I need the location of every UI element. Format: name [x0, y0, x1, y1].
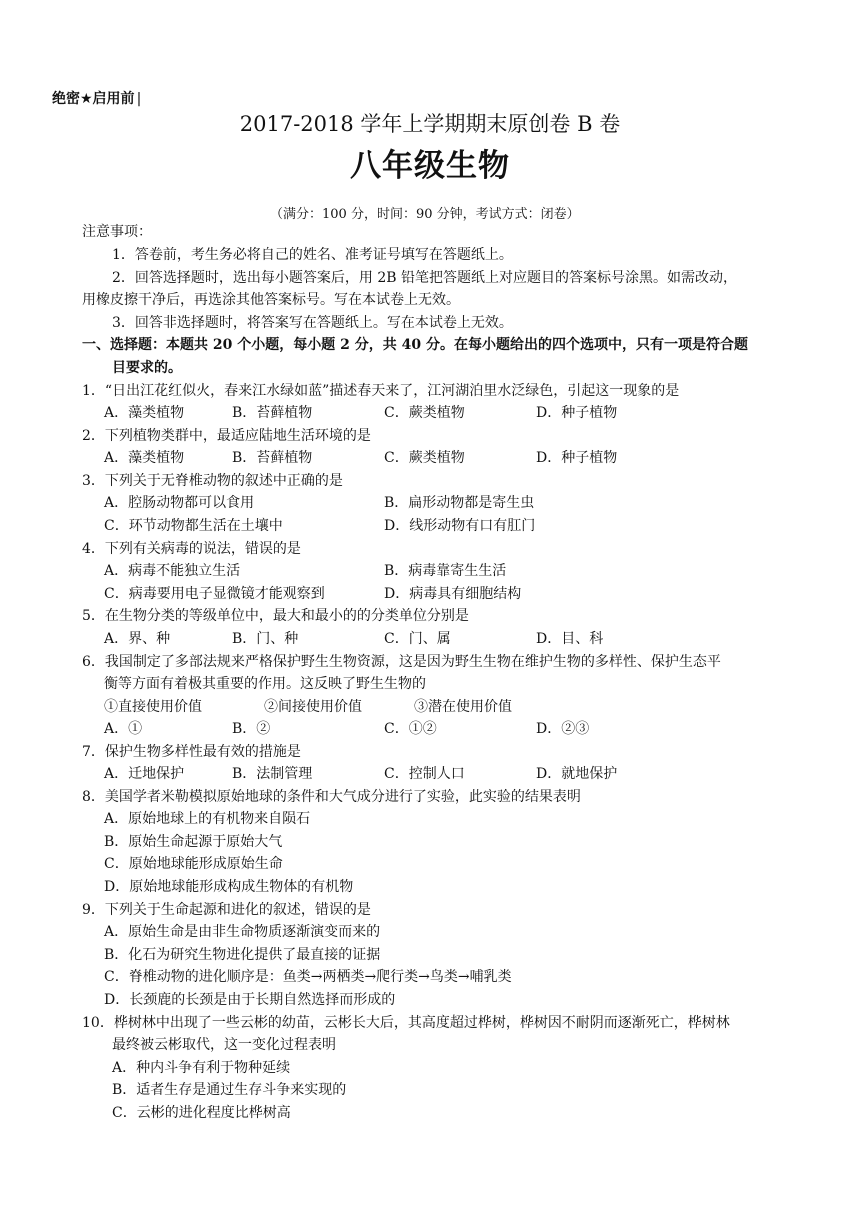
- question-stem: 2．下列植物类群中，最适应陆地生活环境的是: [82, 428, 371, 444]
- note-item: 3．回答非选择题时，将答案写在答题纸上。写在本试卷上无效。: [112, 315, 513, 331]
- option-b: B．法制管理: [232, 766, 313, 782]
- option-b: B．病毒靠寄生生活: [384, 563, 507, 579]
- question-stem: 5．在生物分类的等级单位中，最大和最小的的分类单位分别是: [82, 608, 469, 624]
- option-b: B．扁形动物都是寄生虫: [384, 495, 535, 511]
- subject-title: 八年级生物: [350, 148, 510, 184]
- section-heading: 一、选择题：本题共 20 个小题，每小题 2 分，共 40 分。在每小题给出的四个选项中，只有一项是符合题: [82, 337, 748, 353]
- option-a: A．腔肠动物都可以食用: [104, 495, 255, 511]
- question-stem: 6．我国制定了多部法规来严格保护野生生物资源，这是因为野生生物在维护生物的多样性、保护生态平: [82, 654, 721, 670]
- option-c: C．环节动物都生活在土壤中: [104, 518, 283, 534]
- option-d: D．长颈鹿的长颈是由于长期自然选择而形成的: [104, 992, 396, 1008]
- option-c: C．①②: [384, 721, 437, 737]
- question-stem: 9．下列关于生命起源和进化的叙述，错误的是: [82, 902, 371, 918]
- option-a: A．藻类植物: [104, 405, 185, 421]
- option-a: A．种内斗争有利于物种延续: [112, 1060, 291, 1076]
- option-c: C．云彬的进化程度比桦树高: [112, 1105, 291, 1121]
- choice-item: ③潜在使用价值: [414, 699, 512, 715]
- option-b: B．门、种: [232, 631, 299, 647]
- question-stem: 1．“日出江花红似火，春来江水绿如蓝”描述春天来了，江河湖泊里水泛绿色，引起这一现象的是: [82, 383, 680, 399]
- option-c: C．门、属: [384, 631, 451, 647]
- option-a: A．迁地保护: [104, 766, 185, 782]
- option-b: B．②: [232, 721, 271, 737]
- option-d: D．②③: [536, 721, 590, 737]
- option-b: B．苔藓植物: [232, 405, 313, 421]
- option-a: A．①: [104, 721, 143, 737]
- choice-item: ①直接使用价值: [104, 699, 202, 715]
- option-c: C．蕨类植物: [384, 405, 465, 421]
- option-b: B．化石为研究生物进化提供了最直接的证据: [104, 947, 381, 963]
- confidential-mark: 绝密★启用前 |: [52, 88, 141, 108]
- note-item: 用橡皮擦干净后，再选涂其他答案标号。写在本试卷上无效。: [82, 292, 460, 308]
- option-b: B．适者生存是通过生存斗争来实现的: [112, 1082, 347, 1098]
- question-stem: 3．下列关于无脊椎动物的叙述中正确的是: [82, 473, 343, 489]
- option-d: D．线形动物有口有肛门: [384, 518, 536, 534]
- option-d: D．目、科: [536, 631, 604, 647]
- question-stem-cont: 衡等方面有着极其重要的作用。这反映了野生生物的: [104, 676, 426, 692]
- question-stem: 8．美国学者米勒模拟原始地球的条件和大气成分进行了实验，此实验的结果表明: [82, 789, 581, 805]
- option-d: D．种子植物: [536, 405, 618, 421]
- question-stem-cont: 最终被云彬取代，这一变化过程表明: [112, 1037, 336, 1053]
- option-c: C．蕨类植物: [384, 450, 465, 466]
- exam-title: 2017-2018 学年上学期期末原创卷 B 卷: [239, 112, 621, 136]
- exam-meta: （满分：100 分，时间：90 分钟，考试方式：闭卷）: [270, 207, 580, 222]
- option-a: A．病毒不能独立生活: [104, 563, 241, 579]
- option-d: D．种子植物: [536, 450, 618, 466]
- question-stem: 7．保护生物多样性最有效的措施是: [82, 744, 301, 760]
- option-d: D．原始地球能形成构成生物体的有机物: [104, 879, 354, 895]
- choice-item: ②间接使用价值: [264, 699, 362, 715]
- option-d: D．病毒具有细胞结构: [384, 586, 522, 602]
- option-a: A．藻类植物: [104, 450, 185, 466]
- section-heading-cont: 目要求的。: [112, 360, 182, 376]
- option-a: A．原始生命是由非生命物质逐渐演变而来的: [104, 924, 381, 940]
- option-b: B．原始生命起源于原始大气: [104, 834, 283, 850]
- option-b: B．苔藓植物: [232, 450, 313, 466]
- option-c: C．病毒要用电子显微镜才能观察到: [104, 586, 325, 602]
- option-c: C．原始地球能形成原始生命: [104, 856, 283, 872]
- option-d: D．就地保护: [536, 766, 618, 782]
- question-stem: 4．下列有关病毒的说法，错误的是: [82, 541, 301, 557]
- option-c: C．脊椎动物的进化顺序是：鱼类→两栖类→爬行类→鸟类→哺乳类: [104, 969, 512, 985]
- option-c: C．控制人口: [384, 766, 465, 782]
- question-stem: 10．桦树林中出现了一些云彬的幼苗，云彬长大后，其高度超过桦树，桦树因不耐阴而逐渐死亡，桦树林: [82, 1015, 730, 1031]
- note-item: 1．答卷前，考生务必将自己的姓名、准考证号填写在答题纸上。: [112, 247, 513, 263]
- notes-heading: 注意事项：: [82, 224, 152, 240]
- option-a: A．界、种: [104, 631, 171, 647]
- option-a: A．原始地球上的有机物来自陨石: [104, 811, 311, 827]
- note-item: 2．回答选择题时，选出每小题答案后，用 2B 铅笔把答题纸上对应题目的答案标号涂黑。如需改动，: [112, 270, 738, 286]
